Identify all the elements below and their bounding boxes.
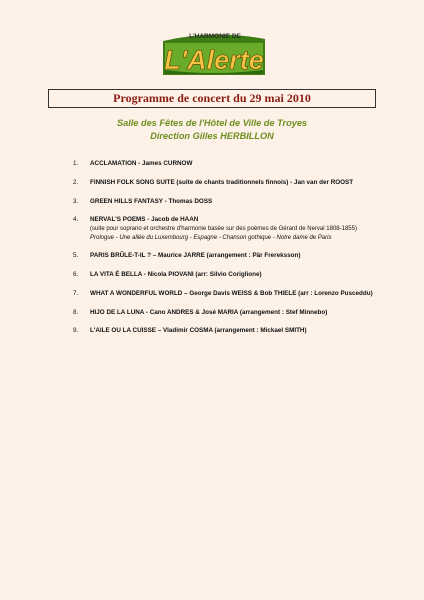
program-item [73, 160, 373, 169]
program-item [73, 309, 373, 318]
program-item-title: FINNISH FOLK SONG SUITE (suite de chants traditionnels finnois) - Jan van der ROOST [90, 178, 354, 186]
svg-text:L'Alerte: L'Alerte [164, 45, 264, 75]
program-item [73, 216, 373, 242]
program-item-number: 1. [73, 160, 79, 167]
program-item-title: ACCLAMATION - James CURNOW [90, 160, 193, 167]
concert-title-box [48, 89, 376, 108]
program-item-title: GREEN HILLS FANTASY - Thomas DOSS [90, 197, 213, 205]
program-item-number: 8. [73, 308, 79, 316]
svg-text:L'HARMONIE DE: L'HARMONIE DE [189, 33, 241, 40]
program-list [73, 160, 373, 346]
program-item [73, 179, 373, 188]
program-item-number: 5. [73, 252, 79, 260]
program-item-number: 4. [73, 216, 79, 224]
program-item-title: WHAT A WONDERFUL WORLD – George Davis WEISS & Bob THIELE (arr : Lorenzo Pusceddu) [90, 289, 373, 297]
program-item-title: NERVAL'S POEMS - Jacob de HAAN [90, 216, 199, 224]
program-item-number: 3. [73, 197, 79, 205]
direction-line: Direction Gilles HERBILLON [150, 131, 274, 141]
program-item-number: 7. [73, 289, 79, 297]
program-item-number: 9. [73, 327, 79, 335]
venue-line: Salle des Fêtes de l'Hôtel de Ville de Troyes [116, 118, 308, 128]
program-item [73, 327, 373, 336]
program-item-title: HIJO DE LA LUNA - Cano ANDRES & José MARIA (arrangement : Stef Minnebo) [90, 308, 328, 316]
program-item-detail: (suite pour soprano et orchestre d'harmonie basée sur des poèmes de Gérard de Nerval 1808-1855) [90, 225, 357, 232]
program-item-title: L'AILE OU LA CUISSE – Vladimir COSMA (arrangement : Mickael SMITH) [90, 327, 307, 335]
program-item [73, 290, 373, 299]
program-item-number: 6. [73, 271, 79, 279]
program-item [73, 198, 373, 207]
concert-title: Programme de concert du 29 mai 2010 [113, 91, 311, 105]
harmonie-logo [155, 27, 272, 79]
program-item-title: LA VITA É BELLA - Nicola PIOVANI (arr: Silvio Coriglione) [90, 271, 262, 279]
program-item-number: 2. [73, 178, 79, 186]
program-item-movements: Prologue - Une allée du Luxembourg - Espagne - Chanson gothique - Notre dame de Paris [90, 234, 332, 241]
program-item-title: PARIS BRÛLE-T-IL ? – Maurice JARRE (arrangement : Pär Frereksson) [90, 252, 301, 260]
program-item [73, 252, 373, 261]
program-item [73, 271, 373, 280]
